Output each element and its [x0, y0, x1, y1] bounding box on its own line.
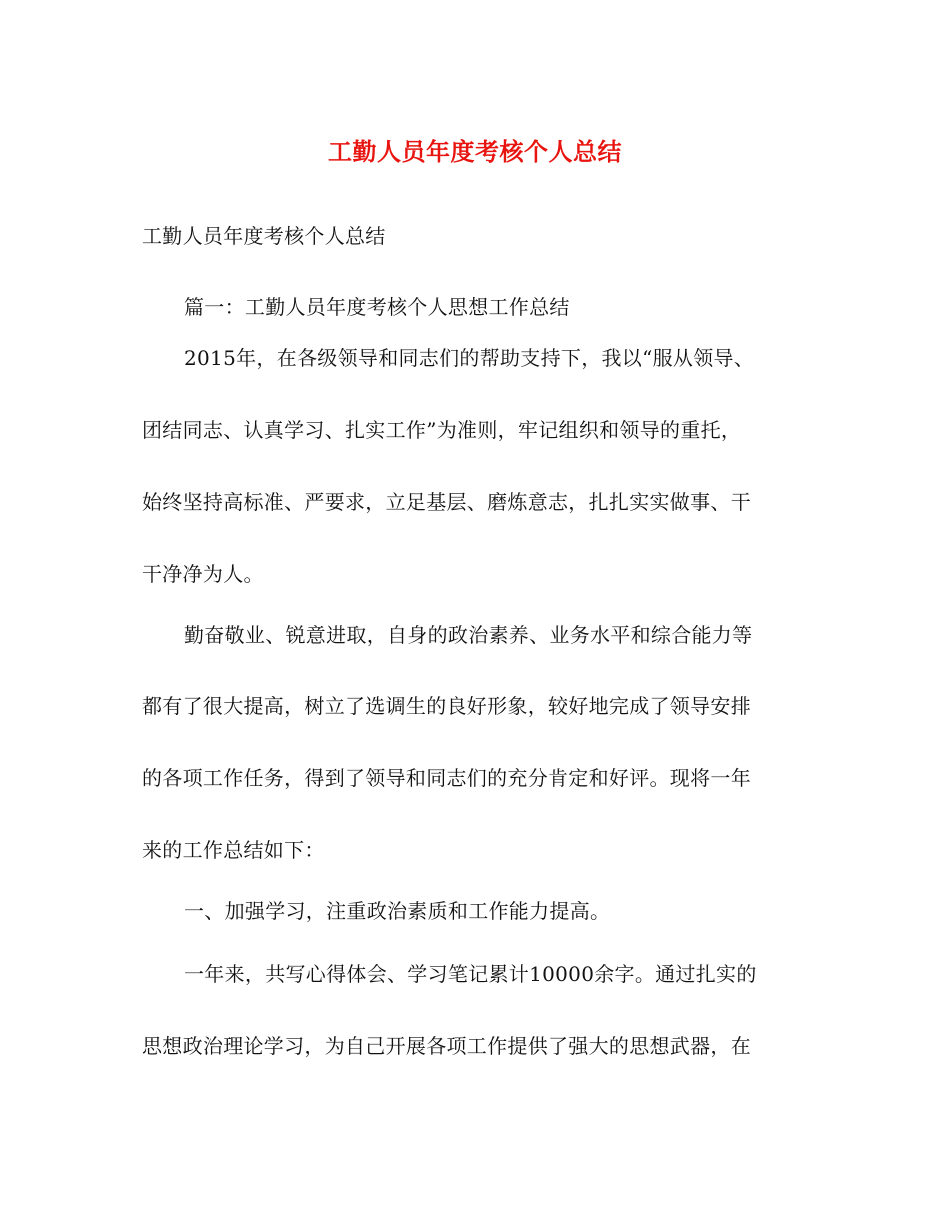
paragraph-line: 来的工作总结如下：	[142, 838, 325, 862]
document-subtitle: 工勤人员年度考核个人总结	[142, 224, 386, 248]
section-subheading: 一、加强学习，注重政治素质和工作能力提高。	[184, 899, 611, 923]
paragraph-line: 都有了很大提高，树立了选调生的良好形象，较好地完成了领导安排	[142, 694, 751, 718]
paragraph-line: 的各项工作任务，得到了领导和同志们的充分肯定和好评。现将一年	[142, 766, 751, 790]
section-heading: 篇一：工勤人员年度考核个人思想工作总结	[184, 295, 570, 319]
paragraph-line: 勤奋敬业、锐意进取，自身的政治素养、业务水平和综合能力等	[184, 623, 753, 647]
paragraph-line: 始终坚持高标准、严要求，立足基层、磨炼意志，扎扎实实做事、干	[142, 490, 751, 514]
paragraph-line: 思想政治理论学习，为自己开展各项工作提供了强大的思想武器，在	[142, 1034, 751, 1058]
document-title: 工勤人员年度考核个人总结	[328, 137, 622, 166]
paragraph-line: 2015年，在各级领导和同志们的帮助支持下，我以“服从领导、	[184, 346, 755, 370]
paragraph-line: 团结同志、认真学习、扎实工作”为准则，牢记组织和领导的重托，	[142, 418, 742, 442]
paragraph-line: 干净净为人。	[142, 562, 264, 586]
paragraph-line: 一年来，共写心得体会、学习笔记累计10000余字。通过扎实的	[184, 962, 757, 986]
